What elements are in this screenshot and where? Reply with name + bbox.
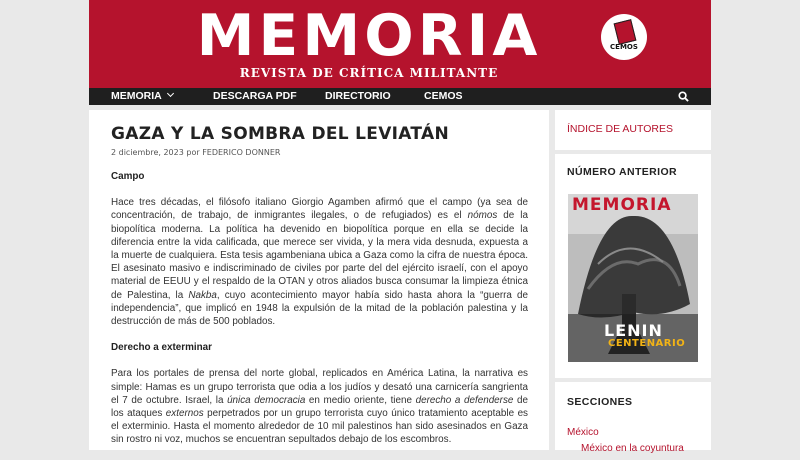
section-heading-campo: Campo bbox=[111, 171, 145, 182]
site-tagline: REVISTA DE CRÍTICA MILITANTE bbox=[239, 66, 499, 80]
italic-term: única democracia bbox=[227, 394, 306, 406]
cemos-badge-label: CEMOS bbox=[610, 43, 638, 51]
text-run: de la biopolítica moderna. La política ha devenido en biopolítica porque en ella se decide la diferencia entre la vida calificada, que merece ser vivida, y la mera vida desnuda, expuesta a la muerte de cualquiera. Esta tesis agambeniana ubica a Gaza como la cifra de nuestra época. El asesinato masivo e indiscriminado de civiles por parte del del ejército israelí, con el apoyo material de EEUU y el respaldo de la OTAN y otros aliados busca consumar la limpieza étnica de Palestina, la bbox=[111, 210, 528, 301]
text-run: en medio oriente, tiene bbox=[305, 394, 416, 406]
nav-item-descarga-pdf[interactable]: DESCARGA PDF bbox=[213, 90, 297, 102]
site-header bbox=[89, 0, 711, 88]
italic-term: derecho a defenderse bbox=[415, 394, 514, 406]
byline-prefix: por bbox=[186, 148, 200, 157]
italic-term: externos bbox=[165, 408, 204, 420]
text-run: perpetrados por un grupo terrorista cuyo único tratamiento aceptable es el exterminio. Hasta el momento alrededor de 10 mil palestinos han sido asesinados en Gaza sin rostro ni voz, muchos se encuentran sepultados debajo de los escombros. bbox=[111, 408, 528, 446]
article-date: 2 diciembre, 2023 bbox=[111, 148, 184, 157]
italic-term: nómos bbox=[467, 210, 498, 222]
previous-issue-title: NÚMERO ANTERIOR bbox=[567, 166, 678, 178]
nav-item-label: MEMORIA bbox=[111, 90, 162, 102]
cover-title: MEMORIA bbox=[572, 195, 672, 215]
article-body bbox=[111, 170, 528, 460]
section-link-mexico-coyuntura[interactable]: México en la coyuntura bbox=[581, 443, 684, 454]
previous-issue-cover[interactable] bbox=[568, 194, 698, 362]
article-meta bbox=[111, 148, 280, 157]
text-run: Hace tres décadas, el filósofo italiano Giorgio Agamben afirmó que el campo (ya sea de concentración, de trabajo, de inmigrantes ilegales, o de refugiados) es el bbox=[111, 197, 528, 222]
cover-lenin: LENIN bbox=[604, 321, 663, 340]
search-icon[interactable] bbox=[678, 91, 689, 102]
italic-term: Nakba bbox=[188, 289, 217, 301]
article-title[interactable]: GAZA Y LA SOMBRA DEL LEVIATÁN bbox=[111, 124, 449, 144]
previous-issue-widget bbox=[555, 154, 711, 378]
section-link-mexico[interactable]: México bbox=[567, 427, 599, 438]
nav-item-directorio[interactable]: DIRECTORIO bbox=[325, 90, 391, 102]
paragraph-derecho bbox=[111, 367, 528, 446]
text-run: , cuyo acontecimiento mayor había sido hasta ahora la “guerra de independencia”, que implicó en 1948 la expulsión de la mitad de la población palestina y la destrucción de más de 500 poblados. bbox=[111, 289, 528, 328]
sections-widget bbox=[555, 382, 711, 454]
section-heading-derecho: Derecho a exterminar bbox=[111, 342, 212, 354]
cemos-logo-badge[interactable] bbox=[601, 14, 647, 60]
paragraph-campo bbox=[111, 196, 528, 328]
text-run: Para los portales de prensa del norte global, replicados en América Latina, la narrativa es simple: Hamas es un grupo terrorista que odia a los judíos y desató una carnicería sangrienta el 7 de octubre. Israel, la bbox=[111, 368, 528, 406]
article-author[interactable]: FEDERICO DONNER bbox=[202, 148, 281, 157]
chevron-down-icon bbox=[167, 90, 174, 97]
text-run: de los ataques bbox=[111, 394, 528, 420]
cover-centenario: CENTENARIO bbox=[608, 338, 686, 349]
site-logo[interactable]: MEMORIA bbox=[196, 3, 542, 69]
sections-title: SECCIONES bbox=[567, 396, 633, 408]
article-container bbox=[89, 110, 549, 450]
nav-item-memoria[interactable] bbox=[111, 88, 173, 105]
authors-index-link[interactable]: ÍNDICE DE AUTORES bbox=[567, 123, 673, 135]
main-nav bbox=[89, 88, 711, 105]
page-wrapper bbox=[89, 0, 711, 454]
nav-item-cemos[interactable]: CEMOS bbox=[424, 90, 463, 102]
authors-widget bbox=[555, 110, 711, 150]
book-icon bbox=[614, 19, 637, 45]
